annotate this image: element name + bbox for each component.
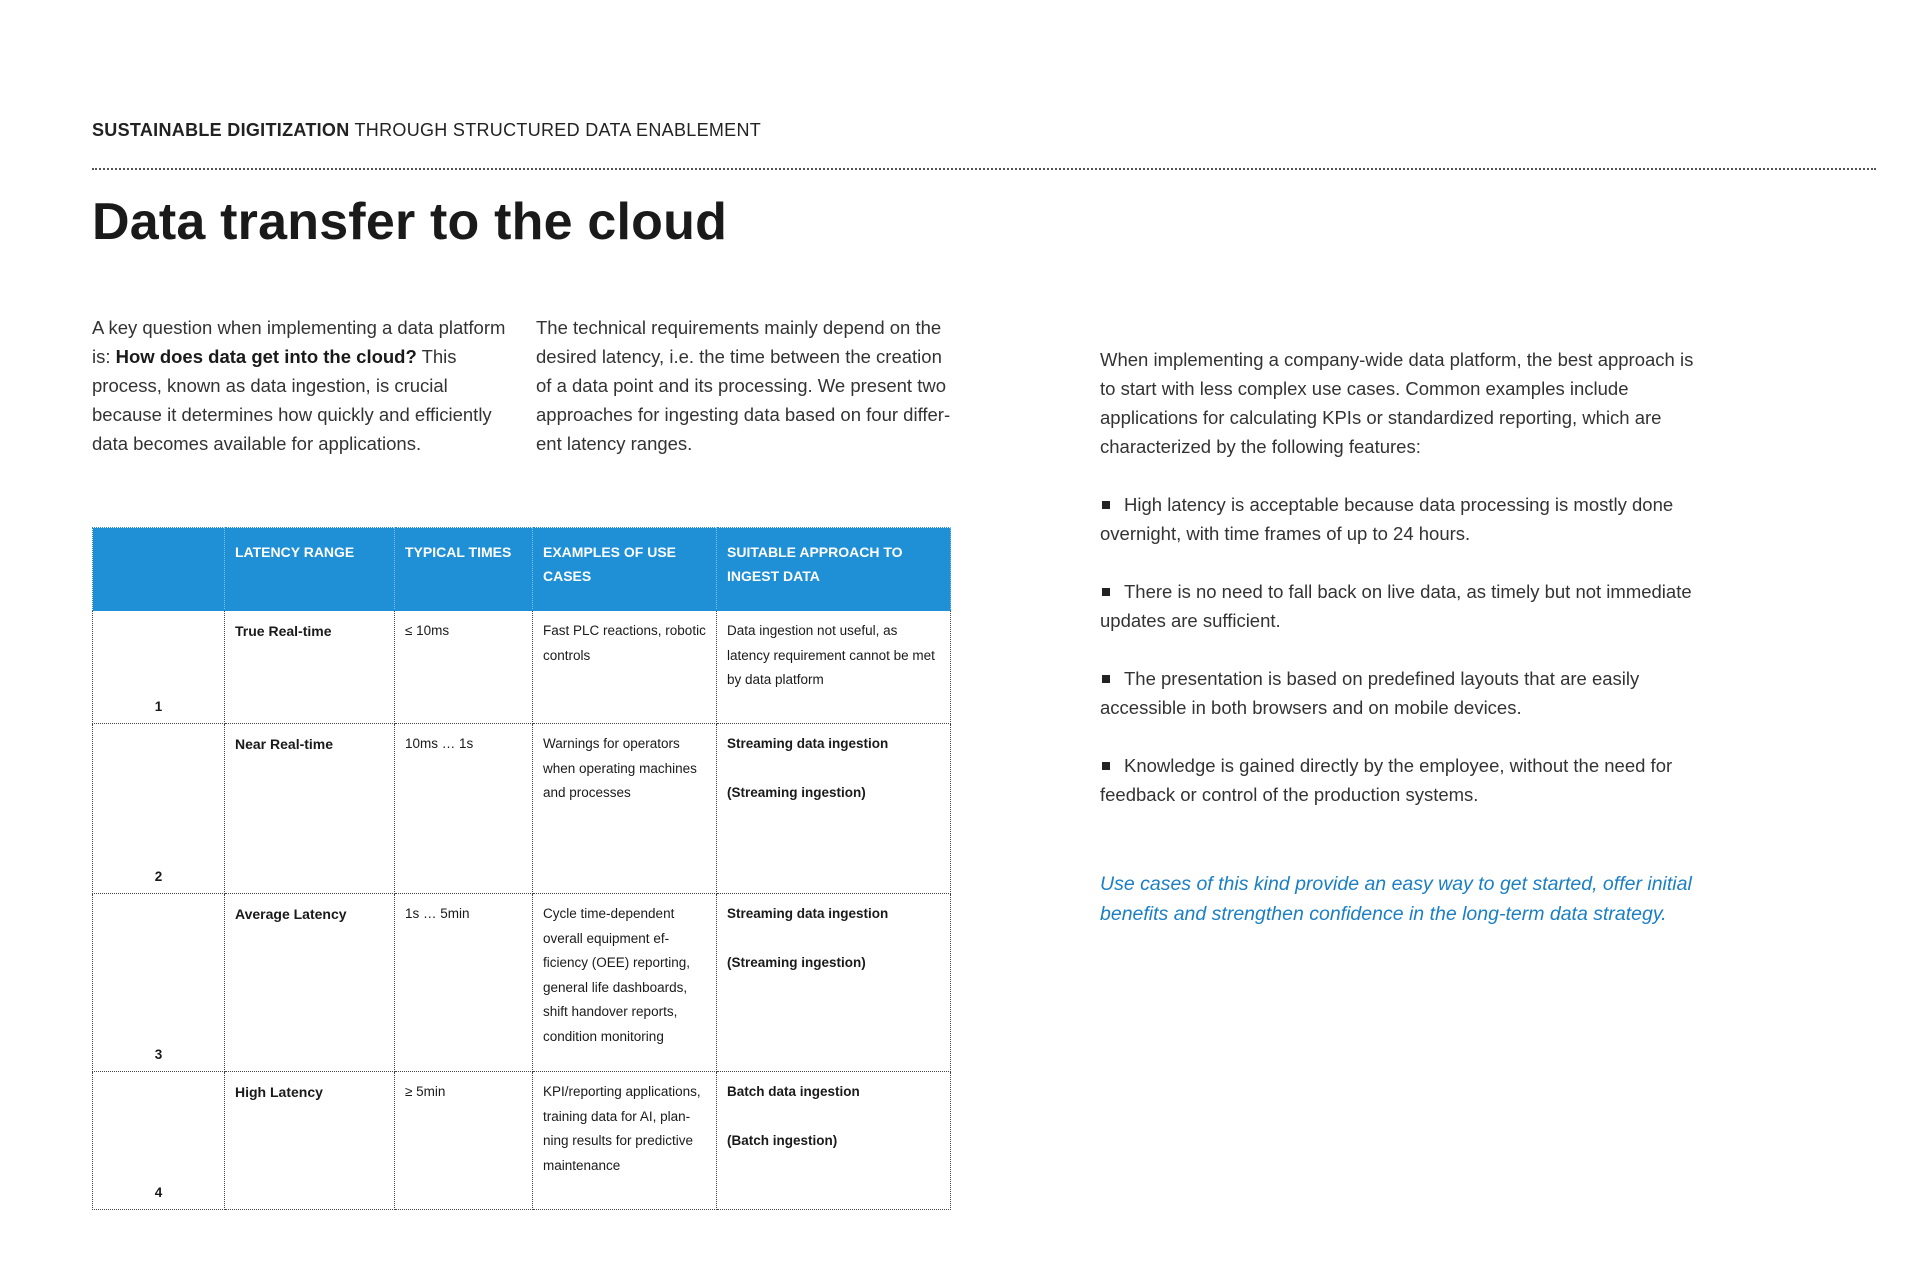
intro-column-1 <box>92 313 522 458</box>
list-item <box>1100 577 1700 635</box>
header-approach: SUITABLE APPROACH TO INGEST DATA <box>717 528 951 611</box>
header-typical-times: TYPICAL TIMES <box>395 528 533 611</box>
row-number: 1 <box>93 611 225 724</box>
square-bullet-icon <box>1102 762 1110 770</box>
list-item <box>1100 490 1700 548</box>
latency-table <box>92 527 951 1210</box>
right-column <box>1100 345 1700 809</box>
square-bullet-icon <box>1102 675 1110 683</box>
table-row <box>93 724 951 894</box>
bullet-text: Knowledge is gained directly by the employee, without the need for feedback or control of the production systems. <box>1100 755 1673 805</box>
approach-subtext: (Streaming ingestion) <box>727 954 866 970</box>
table-row <box>93 894 951 1072</box>
approach-text: Streaming data ingestion <box>727 906 889 921</box>
typical-times: ≤ 10ms <box>395 611 533 724</box>
table-header-row <box>93 528 951 611</box>
table-row <box>93 611 951 724</box>
use-cases: Cycle time-dependent overall equipment ef-ficiency (OEE) reporting, general life dashboards, shift handover reports, condition monitoring <box>533 894 717 1072</box>
typical-times: 1s … 5min <box>395 894 533 1072</box>
running-header-bold: SUSTAINABLE DIGITIZATION <box>92 120 350 140</box>
intro-text: A key question when implementing a data platform is: <box>92 317 506 367</box>
intro-question: How does data get into the cloud? <box>115 346 417 367</box>
bullet-text: There is no need to fall back on live data, as timely but not immediate updates are sufficient. <box>1100 581 1692 631</box>
latency-range: Near Real-time <box>225 724 395 894</box>
square-bullet-icon <box>1102 501 1110 509</box>
latency-range: High Latency <box>225 1072 395 1210</box>
row-number: 4 <box>93 1072 225 1210</box>
bullet-text: High latency is acceptable because data processing is mostly done overnight, with time frames of up to 24 hours. <box>1100 494 1674 544</box>
approach-text: Data ingestion not useful, as latency requirement cannot be met by data platform <box>727 623 935 687</box>
typical-times: ≥ 5min <box>395 1072 533 1210</box>
feature-list <box>1100 490 1700 809</box>
latency-range: Average Latency <box>225 894 395 1072</box>
approach-text: Streaming data ingestion <box>727 736 889 751</box>
use-cases: KPI/reporting applications, training data for AI, plan-ning results for predictive maintenance <box>533 1072 717 1210</box>
approach-text: Batch data ingestion <box>727 1084 860 1099</box>
running-header <box>92 120 761 141</box>
use-cases: Fast PLC reactions, robotic controls <box>533 611 717 724</box>
running-header-rest: THROUGH STRUCTURED DATA ENABLEMENT <box>354 120 762 140</box>
approach-subtext: (Batch ingestion) <box>727 1132 838 1148</box>
ingest-approach <box>717 724 951 894</box>
latency-range: True Real-time <box>225 611 395 724</box>
list-item <box>1100 751 1700 809</box>
ingest-approach <box>717 611 951 724</box>
ingest-approach <box>717 894 951 1072</box>
highlight-quote: Use cases of this kind provide an easy way to get started, offer initial benefits and strengthen confidence in the long-term data strategy. <box>1100 873 1692 925</box>
use-cases: Warnings for operators when operating machines and processes <box>533 724 717 894</box>
page-title: Data transfer to the cloud <box>92 193 728 251</box>
bullet-text: The presentation is based on predefined layouts that are easily accessible in both browsers and on mobile devices. <box>1100 668 1640 718</box>
ingest-approach <box>717 1072 951 1210</box>
header-number <box>93 528 225 611</box>
dotted-divider <box>92 168 1876 170</box>
approach-subtext: (Streaming ingestion) <box>727 784 866 800</box>
typical-times: 10ms … 1s <box>395 724 533 894</box>
row-number: 2 <box>93 724 225 894</box>
right-intro: When implementing a company-wide data platform, the best approach is to start with less complex use cases. Common examples include applications for calculating KPIs or standardized reporting, which are characterized by the following features: <box>1100 349 1694 457</box>
row-number: 3 <box>93 894 225 1072</box>
table-row <box>93 1072 951 1210</box>
square-bullet-icon <box>1102 588 1110 596</box>
header-examples: EXAMPLES OF USE CASES <box>533 528 717 611</box>
list-item <box>1100 664 1700 722</box>
intro-text-cont: This process, known as data ingestion, is crucial because it determines how quickly and efficiently data becomes available for applications. <box>92 346 492 454</box>
header-latency-range: LATENCY RANGE <box>225 528 395 611</box>
intro-column-2: The technical requirements mainly depend on the desired latency, i.e. the time between the creation of a data point and its processing. We present two approaches for ingesting data based on four differ-ent latency ranges. <box>536 317 951 454</box>
